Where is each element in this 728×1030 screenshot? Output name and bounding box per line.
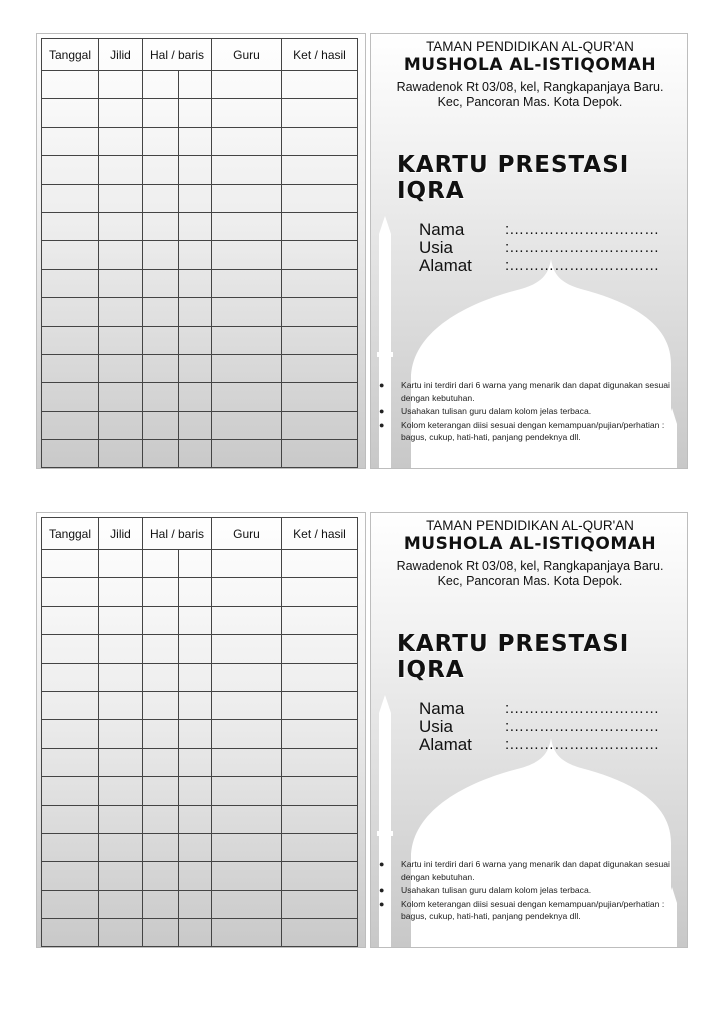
table-cell <box>179 411 212 439</box>
note-item <box>379 379 679 404</box>
address-line-2: Kec, Pancoran Mas. Kota Depok. <box>437 574 623 588</box>
table-cell <box>179 71 212 99</box>
table-row <box>42 635 358 663</box>
table-cell <box>42 383 99 411</box>
bullet-icon: ● <box>379 859 385 869</box>
table-cell <box>42 184 99 212</box>
table-row <box>42 440 358 468</box>
table-cell <box>42 663 99 691</box>
table-cell <box>143 411 179 439</box>
table-cell <box>42 440 99 468</box>
table-row <box>42 606 358 634</box>
table-cell <box>42 748 99 776</box>
table-cell <box>179 890 212 918</box>
header-ket-hasil: Ket / hasil <box>282 39 358 71</box>
table-cell <box>282 99 358 127</box>
table-cell <box>143 777 179 805</box>
table-cell <box>179 606 212 634</box>
note-text: Usahakan tulisan guru dalam kolom jelas terbaca. <box>401 885 592 895</box>
table-cell <box>99 606 143 634</box>
table-cell <box>282 354 358 382</box>
table-cell <box>99 411 143 439</box>
table-cell <box>282 578 358 606</box>
table-cell <box>212 748 282 776</box>
note-item <box>379 884 679 897</box>
table-cell <box>282 326 358 354</box>
table-cell <box>143 862 179 890</box>
table-cell <box>99 440 143 468</box>
table-cell <box>99 862 143 890</box>
table-cell <box>99 127 143 155</box>
table-cell <box>212 354 282 382</box>
table-cell <box>42 99 99 127</box>
table-cell <box>143 298 179 326</box>
table-cell <box>143 691 179 719</box>
table-cell <box>99 241 143 269</box>
field-blank: :………………………… <box>505 736 660 753</box>
table-cell <box>212 71 282 99</box>
table-row <box>42 833 358 861</box>
iqra-card-1 <box>36 33 688 469</box>
progress-table-panel <box>36 512 366 948</box>
table-row <box>42 127 358 155</box>
table-cell <box>99 890 143 918</box>
table-cell <box>212 919 282 947</box>
table-cell <box>212 156 282 184</box>
table-cell <box>179 691 212 719</box>
school-title: TAMAN PENDIDIKAN AL-QUR'AN <box>426 39 634 54</box>
table-cell <box>179 440 212 468</box>
table-header-row <box>42 518 358 550</box>
table-cell <box>179 663 212 691</box>
table-cell <box>282 184 358 212</box>
note-text: Usahakan tulisan guru dalam kolom jelas terbaca. <box>401 406 592 416</box>
header-hal-baris: Hal / baris <box>143 518 212 550</box>
table-cell <box>99 326 143 354</box>
table-cell <box>212 241 282 269</box>
field-label: Usia <box>419 238 454 257</box>
table-cell <box>282 833 358 861</box>
table-cell <box>179 748 212 776</box>
table-cell <box>212 862 282 890</box>
field-blank: :………………………… <box>505 221 660 238</box>
table-cell <box>282 919 358 947</box>
card-info-panel <box>370 33 688 469</box>
header-tanggal: Tanggal <box>42 518 99 550</box>
table-cell <box>42 919 99 947</box>
table-cell <box>99 748 143 776</box>
mushola-name: MUSHOLA AL-ISTIQOMAH <box>403 55 657 75</box>
table-cell <box>42 298 99 326</box>
table-cell <box>282 156 358 184</box>
table-cell <box>282 298 358 326</box>
table-cell <box>143 383 179 411</box>
table-cell <box>212 691 282 719</box>
table-cell <box>42 71 99 99</box>
table-cell <box>212 298 282 326</box>
table-cell <box>143 748 179 776</box>
card-title: KARTU PRESTASI IQRA <box>397 152 630 204</box>
table-cell <box>99 691 143 719</box>
note-text: Kartu ini terdiri dari 6 warna yang menarik dan dapat digunakan sesuai dengan kebutuhan. <box>401 380 670 403</box>
table-cell <box>179 833 212 861</box>
address-line-1: Rawadenok Rt 03/08, kel, Rangkapanjaya Baru. <box>396 80 664 94</box>
table-cell <box>282 691 358 719</box>
table-cell <box>212 663 282 691</box>
table-cell <box>212 578 282 606</box>
header-tanggal: Tanggal <box>42 39 99 71</box>
table-cell <box>42 606 99 634</box>
table-cell <box>179 862 212 890</box>
table-cell <box>282 720 358 748</box>
table-cell <box>99 99 143 127</box>
table-cell <box>179 127 212 155</box>
table-cell <box>282 71 358 99</box>
table-cell <box>212 184 282 212</box>
field-label: Nama <box>419 699 465 718</box>
note-item <box>379 898 679 923</box>
table-row <box>42 354 358 382</box>
bullet-icon: ● <box>379 898 385 909</box>
table-cell <box>282 241 358 269</box>
progress-table <box>41 517 358 947</box>
field-blank: :………………………… <box>505 718 660 735</box>
table-cell <box>282 127 358 155</box>
address-line-1: Rawadenok Rt 03/08, kel, Rangkapanjaya Baru. <box>396 559 664 573</box>
table-cell <box>143 127 179 155</box>
table-cell <box>42 269 99 297</box>
table-cell <box>99 805 143 833</box>
address <box>371 80 688 110</box>
table-cell <box>282 862 358 890</box>
table-cell <box>143 805 179 833</box>
card-info-panel <box>370 512 688 948</box>
table-cell <box>282 777 358 805</box>
field-blank: :………………………… <box>505 700 660 717</box>
table-cell <box>282 383 358 411</box>
table-cell <box>143 212 179 240</box>
table-cell <box>179 550 212 578</box>
field-blank: :………………………… <box>505 257 660 274</box>
table-cell <box>212 383 282 411</box>
header-guru: Guru <box>212 39 282 71</box>
table-row <box>42 99 358 127</box>
address-line-2: Kec, Pancoran Mas. Kota Depok. <box>437 95 623 109</box>
table-cell <box>99 298 143 326</box>
notes-list <box>379 858 679 924</box>
table-row <box>42 71 358 99</box>
table-cell <box>99 663 143 691</box>
table-cell <box>179 269 212 297</box>
table-cell <box>212 550 282 578</box>
note-item <box>379 419 679 444</box>
header-jilid: Jilid <box>99 518 143 550</box>
table-cell <box>99 833 143 861</box>
table-row <box>42 326 358 354</box>
table-cell <box>282 805 358 833</box>
table-cell <box>42 862 99 890</box>
table-cell <box>143 919 179 947</box>
table-row <box>42 184 358 212</box>
table-row <box>42 212 358 240</box>
table-cell <box>179 326 212 354</box>
table-cell <box>42 411 99 439</box>
table-cell <box>42 550 99 578</box>
table-row <box>42 269 358 297</box>
table-row <box>42 411 358 439</box>
table-cell <box>212 411 282 439</box>
note-item <box>379 405 679 418</box>
table-cell <box>179 354 212 382</box>
table-cell <box>42 720 99 748</box>
school-title: TAMAN PENDIDIKAN AL-QUR'AN <box>426 518 634 533</box>
table-cell <box>212 269 282 297</box>
table-cell <box>179 805 212 833</box>
table-cell <box>99 71 143 99</box>
table-cell <box>99 269 143 297</box>
table-cell <box>179 212 212 240</box>
table-cell <box>143 578 179 606</box>
table-cell <box>143 99 179 127</box>
table-cell <box>143 440 179 468</box>
table-cell <box>143 354 179 382</box>
table-cell <box>282 212 358 240</box>
card-title: KARTU PRESTASI IQRA <box>397 631 630 683</box>
table-cell <box>143 326 179 354</box>
table-cell <box>42 777 99 805</box>
field-label: Alamat <box>419 256 472 275</box>
table-cell <box>143 663 179 691</box>
table-cell <box>212 606 282 634</box>
table-cell <box>212 99 282 127</box>
header-ket-hasil: Ket / hasil <box>282 518 358 550</box>
table-row <box>42 720 358 748</box>
table-cell <box>99 354 143 382</box>
note-text: Kartu ini terdiri dari 6 warna yang menarik dan dapat digunakan sesuai dengan kebutuhan. <box>401 859 670 882</box>
table-cell <box>179 777 212 805</box>
table-row <box>42 241 358 269</box>
table-cell <box>282 440 358 468</box>
table-cell <box>143 720 179 748</box>
table-cell <box>282 890 358 918</box>
table-cell <box>179 919 212 947</box>
table-cell <box>179 99 212 127</box>
bullet-icon: ● <box>379 380 385 390</box>
table-cell <box>143 71 179 99</box>
table-cell <box>99 635 143 663</box>
table-row <box>42 862 358 890</box>
table-cell <box>212 326 282 354</box>
table-cell <box>42 805 99 833</box>
table-cell <box>99 578 143 606</box>
table-cell <box>143 890 179 918</box>
table-cell <box>143 269 179 297</box>
table-cell <box>99 777 143 805</box>
table-cell <box>212 635 282 663</box>
table-cell <box>212 777 282 805</box>
table-cell <box>99 550 143 578</box>
table-cell <box>179 635 212 663</box>
table-cell <box>99 919 143 947</box>
table-cell <box>42 127 99 155</box>
table-cell <box>143 606 179 634</box>
table-row <box>42 383 358 411</box>
bullet-icon: ● <box>379 885 385 895</box>
table-cell <box>282 411 358 439</box>
table-row <box>42 550 358 578</box>
table-cell <box>143 184 179 212</box>
table-cell <box>42 354 99 382</box>
table-cell <box>42 578 99 606</box>
bullet-icon: ● <box>379 419 385 430</box>
note-text: Kolom keterangan diisi sesuai dengan kemampuan/pujian/perhatian : bagus, cukup, hati-hati, panjang pendeknya dll. <box>401 419 665 442</box>
table-cell <box>179 720 212 748</box>
table-cell <box>282 663 358 691</box>
table-cell <box>179 241 212 269</box>
table-row <box>42 748 358 776</box>
table-cell <box>282 606 358 634</box>
table-cell <box>42 833 99 861</box>
address <box>371 559 688 589</box>
table-row <box>42 663 358 691</box>
table-row <box>42 919 358 947</box>
bullet-icon: ● <box>379 406 385 416</box>
table-cell <box>282 748 358 776</box>
table-cell <box>179 298 212 326</box>
table-cell <box>212 212 282 240</box>
table-row <box>42 578 358 606</box>
notes-list <box>379 379 679 445</box>
table-cell <box>143 635 179 663</box>
table-cell <box>99 720 143 748</box>
table-cell <box>99 156 143 184</box>
table-cell <box>143 833 179 861</box>
table-cell <box>99 184 143 212</box>
table-cell <box>212 440 282 468</box>
table-cell <box>143 156 179 184</box>
note-text: Kolom keterangan diisi sesuai dengan kemampuan/pujian/perhatian : bagus, cukup, hati-hati, panjang pendeknya dll. <box>401 898 665 921</box>
header-guru: Guru <box>212 518 282 550</box>
table-cell <box>212 890 282 918</box>
table-row <box>42 805 358 833</box>
table-cell <box>212 720 282 748</box>
table-cell <box>42 326 99 354</box>
header-hal-baris: Hal / baris <box>143 39 212 71</box>
table-cell <box>179 383 212 411</box>
table-cell <box>179 184 212 212</box>
table-cell <box>99 212 143 240</box>
table-cell <box>282 550 358 578</box>
table-cell <box>179 578 212 606</box>
table-cell <box>42 691 99 719</box>
table-cell <box>179 156 212 184</box>
table-cell <box>282 635 358 663</box>
table-row <box>42 691 358 719</box>
table-cell <box>42 156 99 184</box>
note-item <box>379 858 679 883</box>
table-row <box>42 298 358 326</box>
table-header-row <box>42 39 358 71</box>
table-cell <box>212 127 282 155</box>
table-row <box>42 156 358 184</box>
table-row <box>42 890 358 918</box>
table-cell <box>99 383 143 411</box>
table-cell <box>42 212 99 240</box>
iqra-card-2 <box>36 512 688 948</box>
table-cell <box>42 241 99 269</box>
field-label: Usia <box>419 717 454 736</box>
table-cell <box>212 833 282 861</box>
table-cell <box>282 269 358 297</box>
header-jilid: Jilid <box>99 39 143 71</box>
field-blank: :………………………… <box>505 239 660 256</box>
table-cell <box>143 550 179 578</box>
field-label: Nama <box>419 220 465 239</box>
table-cell <box>42 635 99 663</box>
progress-table-panel <box>36 33 366 469</box>
table-row <box>42 777 358 805</box>
table-cell <box>212 805 282 833</box>
progress-table <box>41 38 358 468</box>
mushola-name: MUSHOLA AL-ISTIQOMAH <box>403 534 657 554</box>
table-cell <box>143 241 179 269</box>
table-cell <box>42 890 99 918</box>
field-label: Alamat <box>419 735 472 754</box>
